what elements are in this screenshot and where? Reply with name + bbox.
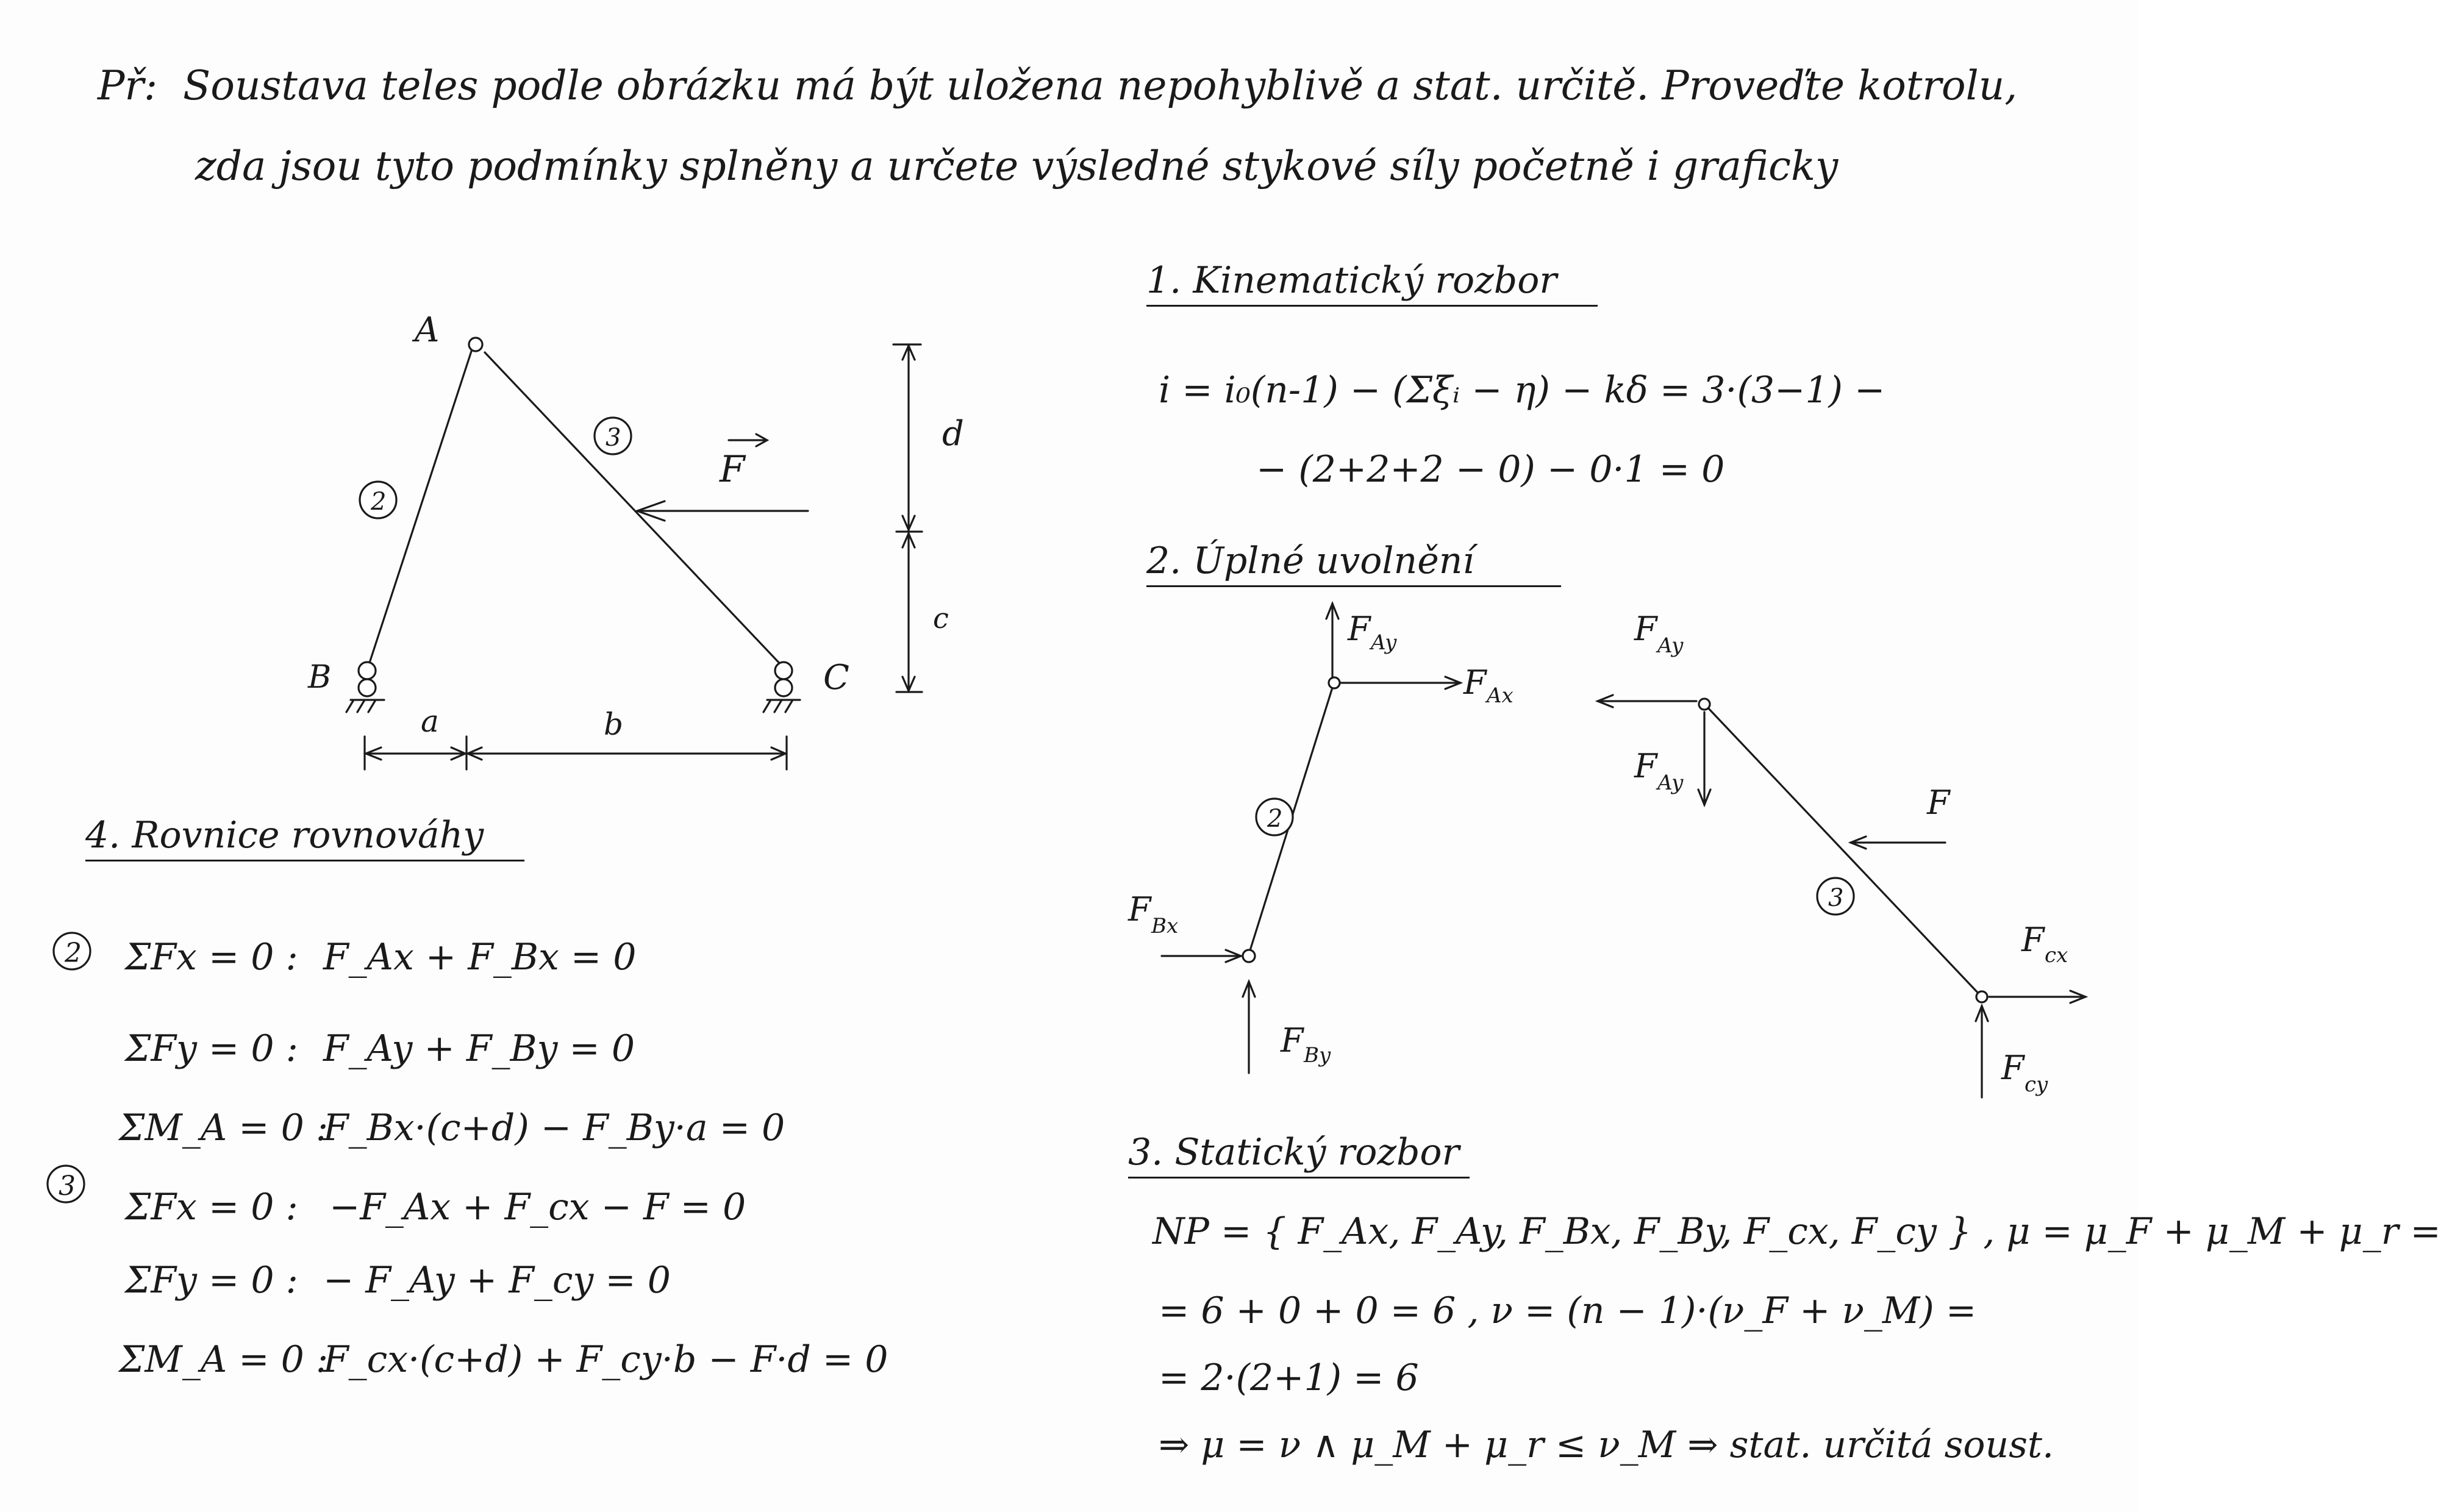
body-3-marker — [48, 1166, 84, 1202]
section-1-eq-1: i = i₀(n-1) − (Σξᵢ − η) − kδ = 3·(3−1) − — [1159, 369, 1885, 412]
fbd-Fcx-label: F — [2021, 921, 2045, 959]
fbd-r-FAy2-label: F — [1634, 747, 1657, 785]
fbd-r-FAy2-sub: Ay — [1657, 771, 1684, 795]
fbd-Fcy-label: F — [2001, 1049, 2025, 1087]
member-3-label: 3 — [606, 424, 621, 452]
dim-c-label: c — [933, 602, 949, 635]
section-4-heading: 4. Rovnice rovnováhy — [85, 817, 524, 861]
section-3-line-3: = 2·(2+1) = 6 — [1159, 1357, 1419, 1399]
problem-prefix: Př: — [98, 62, 158, 109]
joint-A — [469, 338, 482, 351]
label-B: B — [308, 659, 332, 696]
force-F-label: F — [720, 448, 745, 491]
fbd-F-label: F — [1927, 783, 1950, 822]
label-C: C — [823, 658, 849, 697]
eq-2-rhs: F_Ay + F_By = 0 — [323, 1027, 635, 1070]
section-3-line-1: NP = { F_Ax, F_Ay, F_Bx, F_By, F_cx, F_cy } , μ = μ_F + μ_M + μ_r = — [1153, 1210, 2441, 1253]
eq-6-lhs: ΣM_A = 0 : — [119, 1338, 329, 1381]
eq-2-lhs: ΣFy = 0 : — [125, 1027, 298, 1070]
support-B — [346, 662, 384, 712]
fbd-FBy-sub: By — [1304, 1043, 1331, 1068]
fbd-member-2 — [1128, 604, 1514, 1073]
problem-line-1: Soustava teles podle obrázku má být uložena nepohyblivě a stat. určitě. Proveďte kotrolu, — [183, 62, 2018, 109]
fbd-FBx-sub: Bx — [1151, 914, 1179, 938]
label-A: A — [415, 310, 440, 350]
fbd-Fcy-sub: cy — [2025, 1072, 2048, 1097]
support-C — [763, 662, 800, 712]
dim-a-label: a — [421, 704, 439, 739]
body-3-marker-label: 3 — [59, 1171, 76, 1202]
fbd-FAx-label: F — [1464, 663, 1487, 702]
eq-1-lhs: ΣFx = 0 : — [125, 936, 298, 979]
eq-3-lhs: ΣM_A = 0 : — [119, 1107, 329, 1149]
dim-d-label: d — [942, 414, 964, 454]
section-1-eq-2: − (2+2+2 − 0) − 0·1 = 0 — [1256, 448, 1725, 491]
fbd-FBy-label: F — [1281, 1021, 1304, 1060]
fbd-r-FAy-sub: Ay — [1657, 633, 1684, 658]
structure-diagram — [307, 310, 964, 769]
fbd-FAx-sub: Ax — [1487, 683, 1514, 708]
section-2-heading: 2. Úplné uvolnění — [1146, 543, 1561, 587]
section-1-heading: 1. Kinematický rozbor — [1146, 262, 1598, 307]
body-2-marker — [54, 933, 90, 969]
eq-5-lhs: ΣFy = 0 : — [125, 1259, 298, 1302]
problem-line-2: zda jsou tyto podmínky splněny a určete výsledné stykové síly početně i graficky — [195, 143, 1839, 190]
eq-6-rhs: F_cx·(c+d) + F_cy·b − F·d = 0 — [323, 1338, 888, 1381]
fbd-FAy-sub: Ay — [1371, 630, 1397, 655]
fbd-FAy-label: F — [1348, 610, 1371, 648]
eq-5-rhs: − F_Ay + F_cy = 0 — [323, 1259, 671, 1302]
section-3-line-4: ⇒ μ = ν ∧ μ_M + μ_r ≤ ν_M ⇒ stat. určitá soust. — [1159, 1424, 2054, 1466]
eq-3-rhs: F_Bx·(c+d) − F_By·a = 0 — [323, 1107, 785, 1149]
member-2-label: 2 — [371, 488, 387, 516]
fbd-FBx-label: F — [1128, 890, 1151, 929]
eq-1-rhs: F_Ax + F_Bx = 0 — [323, 936, 637, 979]
fbd-member-3 — [1598, 610, 2085, 1097]
fbd-Fcx-sub: cx — [2045, 943, 2068, 968]
body-2-marker-label: 2 — [65, 938, 82, 969]
eq-4-lhs: ΣFx = 0 : — [125, 1186, 298, 1228]
section-3-heading: 3. Statický rozbor — [1128, 1134, 1470, 1179]
eq-4-rhs: −F_Ax + F_cx − F = 0 — [329, 1186, 746, 1228]
fbd-member-3-label: 3 — [1828, 884, 1844, 912]
dim-b-label: b — [604, 707, 624, 742]
fbd-member-2-label: 2 — [1267, 805, 1283, 833]
fbd-3-bar — [1707, 707, 1979, 994]
fbd-r-FAy-label: F — [1634, 610, 1657, 648]
section-3-line-2: = 6 + 0 + 0 = 6 , ν = (n − 1)·(ν_F + ν_M) = — [1159, 1289, 1977, 1332]
